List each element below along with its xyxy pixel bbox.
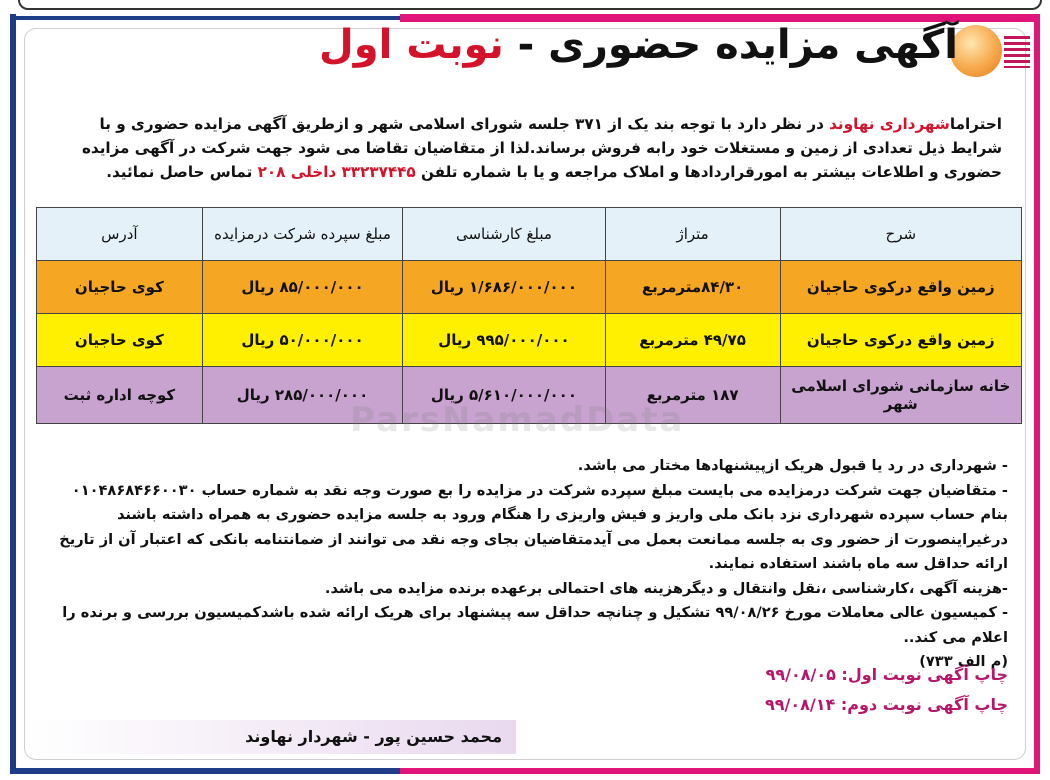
condition-item: - متقاضیان جهت شرکت درمزایده می بایست مبلغ سپرده شرکت در مزایده را بع صورت وجه نقد به شماره حساب ۰۱۰۴۸۶۸۴۶۶۰۰۳۰ بنام حساب سپرده شهرداری نزد بانک ملی واریز و فیش واریزی را هنگام ورود به جلسه مزایده حضوری به همراه داشته باشند درغیراینصورت از حضور وی به جلسه ممانعت بعمل می آیدمتقاضیان بجای وجه نقد می توانند از ضمانتنامه بانکی که اعتبار آن از تاریخ ارائه حداقل سه ماه باشند استفاده نمایند.: [59, 481, 1008, 572]
reference-code: (م الف ۷۳۳): [919, 653, 1008, 670]
watermark: ParsNamadData: [350, 400, 685, 440]
frame-bar-bottom-pink: [400, 768, 1040, 774]
intro-prefix: احتراما: [949, 115, 1002, 133]
intro-suffix: تماس حاصل نمائید.: [106, 163, 253, 181]
intro-phone: ۳۳۲۳۷۴۴۵ داخلی ۲۰۸: [257, 163, 416, 181]
cell-description: زمین واقع درکوی حاجیان: [780, 261, 1021, 314]
cell-deposit: ۲۸۵/۰۰۰/۰۰۰ ریال: [202, 367, 403, 424]
cell-area: ۸۴/۳۰مترمربع: [605, 261, 780, 314]
page-title: [319, 22, 958, 68]
cell-deposit: ۵۰/۰۰۰/۰۰۰ ریال: [202, 314, 403, 367]
cell-area: ۱۸۷ مترمربع: [605, 367, 780, 424]
condition-item: -هزینه آگهی ،کارشناسی ،نقل وانتقال و دیگرهزینه های احتمالی برعهده برنده مزایده می باشد.: [324, 579, 1008, 597]
decor-stripes-icon: [1004, 36, 1030, 68]
cell-expert-price: ۱/۶۸۶/۰۰۰/۰۰۰ ریال: [403, 261, 605, 314]
publish-second-date: چاپ آگهی نوبت دوم: ۹۹/۰۸/۱۴: [765, 695, 1008, 714]
header-deposit: مبلغ سپرده شرکت درمزایده: [202, 208, 403, 261]
frame-bar-left: [10, 14, 16, 774]
publish-dates: [765, 660, 1008, 720]
intro-paragraph: [48, 112, 1002, 184]
cell-description: خانه سازمانی شورای اسلامی شهر: [780, 367, 1021, 424]
cell-description: زمین واقع درکوی حاجیان: [780, 314, 1021, 367]
cell-deposit: ۸۵/۰۰۰/۰۰۰ ریال: [202, 261, 403, 314]
frame-bar-top-pink: [400, 14, 1040, 22]
signature-bar: [26, 720, 516, 754]
cell-expert-price: ۵/۶۱۰/۰۰۰/۰۰۰ ریال: [403, 367, 605, 424]
frame-bar-bottom-blue: [10, 768, 400, 774]
intro-body: در نظر دارد با توجه بند یک از ۳۷۱ جلسه شورای اسلامی شهر و ازطریق آگهی مزایده حضوری و با شرایط ذیل تعدادی از زمین و مستغلات خود رابه فروش برساند.لذا از متقاضیان تقاضا می شود جهت شرکت در آگهی مزایده حضوری و اطلاعات بیشتر به امورقراردادها و املاک مراجعه و یا با شماره تلفن: [81, 115, 1002, 181]
conditions-list: [40, 454, 1008, 675]
header-description: شرح: [780, 208, 1021, 261]
frame-bar-right: [1034, 14, 1040, 774]
frame-bar-top-blue: [10, 16, 400, 20]
header-expert-price: مبلغ کارشناسی: [403, 208, 605, 261]
table-row: [37, 261, 1022, 314]
header-area: متراژ: [605, 208, 780, 261]
title-main: آگهی مزایده حضوری -: [517, 22, 958, 68]
publish-first-date: چاپ آگهی نوبت اول: ۹۹/۰۸/۰۵: [765, 665, 1008, 684]
cell-area: ۴۹/۷۵ مترمربع: [605, 314, 780, 367]
signature-text: محمد حسین پور - شهردار نهاوند: [245, 727, 502, 746]
title-round: نوبت اول: [319, 22, 504, 68]
condition-item: - شهرداری در رد یا قبول هریک ازپیشنهادها مختار می باشد.: [577, 457, 1008, 474]
intro-organization: شهرداری نهاوند: [829, 115, 950, 133]
cell-address: کوی حاجیان: [37, 314, 203, 367]
cell-address: کوچه اداره ثبت: [37, 367, 203, 424]
condition-item: - کمیسیون عالی معاملات مورخ ۹۹/۰۸/۲۶ تشکیل و چنانچه حداقل سه پیشنهاد برای هریک ارائه شده باشدکمیسیون بررسی و برنده را اعلام می کند..: [62, 604, 1008, 646]
header-address: آدرس: [37, 208, 203, 261]
cell-expert-price: ۹۹۵/۰۰۰/۰۰۰ ریال: [403, 314, 605, 367]
table-row: [37, 314, 1022, 367]
top-rounded-strip: [18, 0, 1042, 10]
table-header-row: [37, 208, 1022, 261]
cell-address: کوی حاجیان: [37, 261, 203, 314]
auction-table: [36, 207, 1022, 424]
